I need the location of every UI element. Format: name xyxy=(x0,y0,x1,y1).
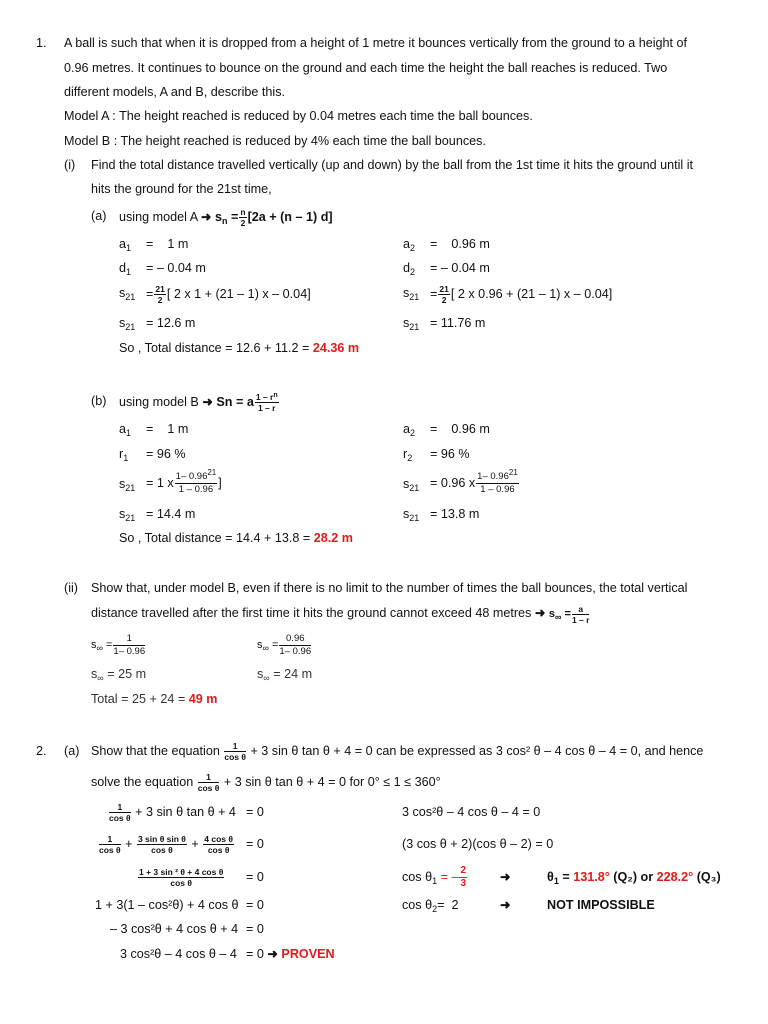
derivation-step-5-eq: = 0 xyxy=(246,922,264,936)
total-distance-a: So , Total distance = 12.6 + 11.2 = 24.36 m xyxy=(119,341,360,355)
s21-b-left-result-label: $s_{21}$ xyxy=(119,507,136,523)
s21-a-left-working: = $\frac{21}{2}$ [ 2 x 1 + (21 – 1) x – 0.04] xyxy=(146,284,311,305)
arrow-right-icon: ➜ xyxy=(267,947,278,961)
part-ii-label: (ii) xyxy=(64,581,78,595)
s-infinity-calc-2: $s_\infty$ = $\frac{0.96}{1- 0.96}$ xyxy=(257,632,312,657)
s21-a-left-result: = 12.6 m xyxy=(146,316,196,330)
s21-b-right-working: = 0.96 x $\frac{1- 0.96^{21}}{1 - 0.96}$ xyxy=(430,468,518,496)
factorised-equation: (3 cos θ + 2)(cos θ – 2) = 0 xyxy=(402,837,554,851)
derivation-step-4: 1 + 3(1 – cos²θ) + 4 cos θ xyxy=(95,898,239,912)
a2-result: = 0.96 m xyxy=(430,237,490,251)
derivation-step-6: 3 cos²θ – 4 cos θ – 4 xyxy=(120,947,237,961)
s21-b-right-result-label: $s_{21}$ xyxy=(403,507,420,523)
a1-value: $a_1$ xyxy=(119,237,132,253)
sum-to-infinity-formula: $s_\infty$ = $\frac{a}{1 - r}$ xyxy=(548,603,590,625)
answer-ii: 49 m xyxy=(188,692,218,706)
derivation-step-4-eq: = 0 xyxy=(246,898,264,912)
d2-value: $d_2$ xyxy=(403,261,416,277)
part-b-label: (b) xyxy=(91,394,107,408)
derivation-step-2-eq: = 0 xyxy=(246,837,264,851)
s21-a-right-result-label: $s_{21}$ xyxy=(403,316,420,332)
s21-b-left-result: = 14.4 m xyxy=(146,507,196,521)
derivation-step-3: $\frac{\text{1 + 3 sin ² θ + 4 cos θ}}{\text{cos θ}}$ xyxy=(139,867,224,889)
derivation-step-1: $\frac{1}{\text{cos θ}}$ + 3 sin θ tan θ + 4 xyxy=(109,802,236,824)
s21-b-right-label: $s_{21}$ xyxy=(403,477,420,493)
part-b-heading: using model B ➜ Sn = a $\frac{1 - r^n}{1 - r}$ xyxy=(119,392,278,413)
total-distance-b: So , Total distance = 14.4 + 13.8 = 28.2 m xyxy=(119,531,353,545)
theta-1-solution: $\theta_1 = 131.8^\circ$ (Q₂) or 228.2° (Q₃) xyxy=(547,870,721,886)
part-ii-line-2: distance travelled after the first time it hits the ground cannot exceed 48 metres ➜ $s_\infty$ = $\frac{a}{1 - r}$ xyxy=(91,603,590,625)
geometric-sum-formula: Sn = a $\frac{1 - r^n}{1 - r}$ xyxy=(216,392,278,413)
model-b-description: Model B : The height reached is reduced by 4% each time the ball bounces. xyxy=(64,134,486,148)
part-i-line-1: Find the total distance travelled vertically (up and down) by the ball from the 1st time it hits the ground until it xyxy=(91,158,694,172)
part-ii-line-1: Show that, under model B, even if there is no limit to the number of times the ball bounces, the total vertical xyxy=(91,581,688,595)
s-infinity-result-1: $s_\infty = 25$ m xyxy=(91,667,147,683)
answer-a: 24.36 m xyxy=(312,341,360,355)
derivation-step-2: $\frac{1}{\text{cos θ}}$ + $\frac{\text{3 sin θ sin θ}}{\text{cos θ}}$ + $\frac{\text{4 cos θ}}{\text{cos θ}}$ xyxy=(99,834,233,856)
d1-value: $d_1$ xyxy=(119,261,132,277)
derivation-step-6-eq: = 0 ➜ PROVEN xyxy=(246,947,335,961)
s21-a-left-result-label: $s_{21}$ xyxy=(119,316,136,332)
s21-a-right-result: = 11.76 m xyxy=(430,316,486,330)
derivation-step-5: – 3 cos²θ + 4 cos θ + 4 xyxy=(110,922,239,936)
s-infinity-result-2: $s_\infty = 24$ m xyxy=(257,667,313,683)
r1-value: $r_1$ xyxy=(119,447,129,463)
r2-value: $r_2$ xyxy=(403,447,413,463)
s21-a-right-label: $s_{21}$ xyxy=(403,286,420,302)
question-2-number: 2. xyxy=(36,744,47,758)
b-a2-value: $a_2$ xyxy=(403,422,416,438)
b-a1-value: $a_1$ xyxy=(119,422,132,438)
d1-result: = – 0.04 m xyxy=(146,261,206,275)
a2-value: $a_2$ xyxy=(403,237,416,253)
model-a-description: Model A : The height reached is reduced by 0.04 metres each time the ball bounces. xyxy=(64,109,533,123)
s-infinity-calc-1: $s_\infty$ = $\frac{1}{1- 0.96}$ xyxy=(91,632,146,657)
not-impossible-label: NOT IMPOSSIBLE xyxy=(547,898,655,912)
proven-label: PROVEN xyxy=(281,947,335,961)
s21-a-left-label: $s_{21}$ xyxy=(119,286,136,302)
b-a1-result: = 1 m xyxy=(146,422,189,436)
question-1-number: 1. xyxy=(36,36,47,50)
arrow-right-icon: ➜ xyxy=(500,870,511,884)
s21-b-right-result: = 13.8 m xyxy=(430,507,480,521)
q2-line-2: solve the equation $\frac{1}{\text{cos θ}}$ + 3 sin θ tan θ + 4 = 0 for 0° ≤ 1 ≤ 360° xyxy=(91,772,441,794)
part-a-label: (a) xyxy=(91,209,107,223)
arrow-right-icon: ➜ xyxy=(500,898,511,912)
intro-line-3: different models, A and B, describe this. xyxy=(64,85,285,99)
q2-line-1: Show that the equation $\frac{1}{\text{cos θ}}$ + 3 sin θ tan θ + 4 = 0 can be expressed as 3 cos² θ – 4 cos θ – 4 = 0, and hence xyxy=(91,741,704,763)
part-a-heading: using model A ➜ $s_n$ = $\frac{n}{2}$ [2a + (n – 1) d] xyxy=(119,207,333,228)
arrow-right-icon: ➜ xyxy=(534,606,546,620)
answer-b: 28.2 m xyxy=(313,531,353,545)
quadratic-equation: 3 cos²θ – 4 cos θ – 4 = 0 xyxy=(402,805,541,819)
s21-b-left-working: = 1 x $\frac{1- 0.96^{21}}{1 - 0.96}$ ] xyxy=(146,468,222,496)
arrow-right-icon: ➜ xyxy=(200,209,212,224)
s21-a-right-working: = $\frac{21}{2}$ [ 2 x 0.96 + (21 – 1) x – 0.04] xyxy=(430,284,613,305)
a1-result: = 1 m xyxy=(146,237,189,251)
arithmetic-sum-formula: $s_n$ = $\frac{n}{2}$ [2a + (n – 1) d] xyxy=(214,207,333,228)
derivation-step-1-eq: = 0 xyxy=(246,805,264,819)
r2-result: = 96 % xyxy=(430,447,470,461)
part-i-label: (i) xyxy=(64,158,76,172)
total-ii: Total = 25 + 24 = 49 m xyxy=(91,692,218,706)
r1-result: = 96 % xyxy=(146,447,186,461)
d2-result: = – 0.04 m xyxy=(430,261,490,275)
cos-theta-2: $\cos \theta_2= 2$ xyxy=(402,898,459,914)
cos-theta-1: $\cos \theta_1$ = – $\frac{2}{3}$ xyxy=(402,865,467,890)
part-i-line-2: hits the ground for the 21st time, xyxy=(91,182,272,196)
intro-line-2: 0.96 metres. It continues to bounce on the ground and each time the height the ball reaches is reduced. Two xyxy=(64,61,668,75)
b-a2-result: = 0.96 m xyxy=(430,422,490,436)
s21-b-left-label: $s_{21}$ xyxy=(119,477,136,493)
derivation-step-3-eq: = 0 xyxy=(246,870,264,884)
intro-line-1: A ball is such that when it is dropped from a height of 1 metre it bounces vertically from the ground to a height of xyxy=(64,36,688,50)
arrow-right-icon: ➜ xyxy=(202,394,213,409)
q2-part-a-label: (a) xyxy=(64,744,80,758)
